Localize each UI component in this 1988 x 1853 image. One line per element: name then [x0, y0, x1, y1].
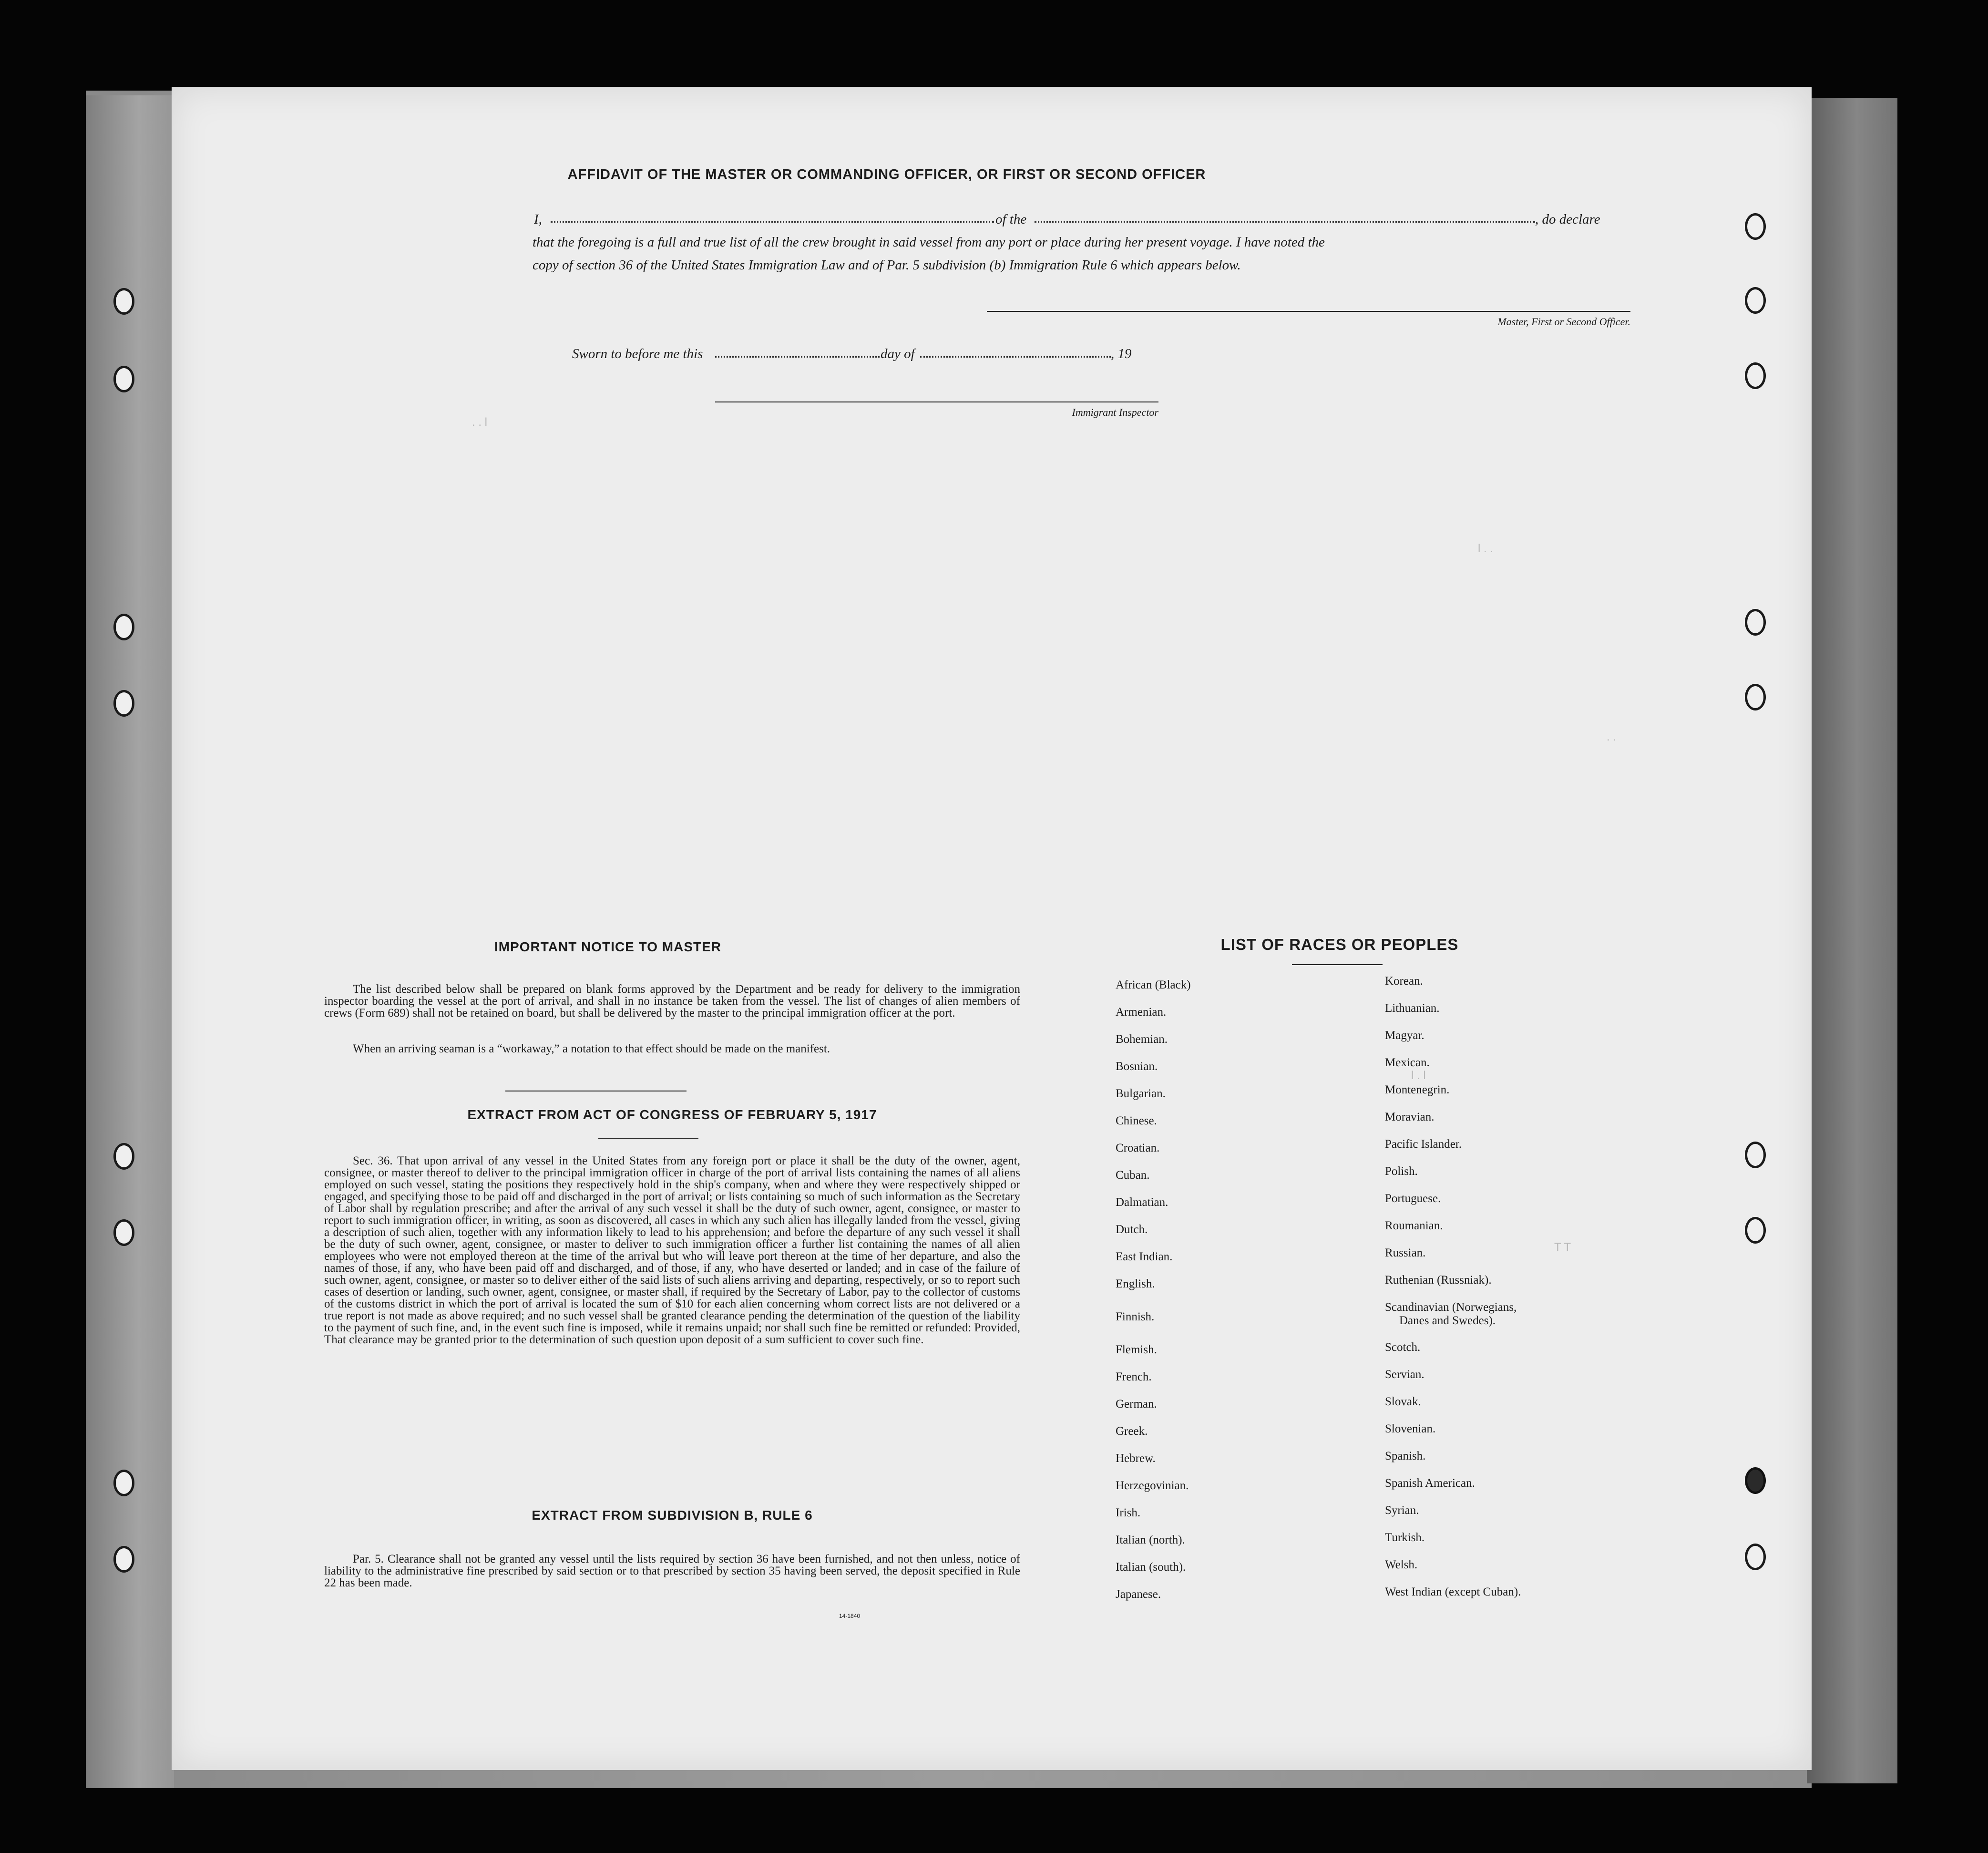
race-item: Slovenian.: [1385, 1422, 1436, 1435]
race-item: Korean.: [1385, 975, 1423, 988]
sworn-month-blank[interactable]: [920, 356, 1111, 358]
binder-hole-icon: [1745, 287, 1766, 314]
document-page: [172, 87, 1812, 1770]
binder-hole-icon: [113, 366, 134, 392]
race-item: East Indian.: [1116, 1250, 1173, 1263]
year-label: , 19: [1111, 346, 1132, 361]
race-item: Moravian.: [1385, 1111, 1435, 1123]
race-item: Hebrew.: [1116, 1452, 1156, 1465]
binder-hole-icon: [113, 1143, 134, 1170]
race-item: Finnish.: [1116, 1310, 1155, 1323]
affidavit-i-label: I,: [534, 212, 542, 227]
master-signature-line[interactable]: [987, 311, 1630, 312]
race-item: Italian (north).: [1116, 1534, 1185, 1546]
sworn-day-blank[interactable]: [715, 356, 880, 358]
race-item: Danes and Swedes).: [1399, 1314, 1496, 1327]
bleed-through-mark: l . l: [1411, 1069, 1426, 1082]
race-item: Mexican.: [1385, 1056, 1430, 1069]
extract-act-body: Sec. 36. That upon arrival of any vessel in the United States from any foreign port or place it shall be the duty of the owner, agent, consignee, or master thereof to deliver to the principal immigration officer in charge of the port of arrival lists containing the names of all aliens employed on such vessel, stating the positions they respectively hold in the ship's company, when and where they were respectively shipped or engaged, and specifying those to be paid off and discharged in the port of arrival; or lists containing so much of such information as the Secretary of Labor shall by regulation prescribe; and after the arrival of any such vessel it shall be the duty of such owner, agent, consignee, or master to report to such immigration officer, in writing, as soon as discovered, all cases in which any such alien has illegally landed from the vessel, giving a description of such alien, together with any information likely to lead to his apprehension; and before the departure of any such vessel it shall be the duty of such owner, agent, consignee, or master to deliver to such immigration officer a further list containing the names of all alien employees who were not employed thereon at the time of the arrival but who will leave port thereon at the time of her departure, and also the names of those, if any, who have been paid off and discharged, and of those, if any, who have deserted or landed; and in case of the failure of such owner, agent, consignee, or master so to deliver either of the said lists of such aliens arriving and departing, respectively, or so to report such cases of desertion or landing, such owner, agent, consignee, or master shall, if required by the Secretary of Labor, pay to the collector of customs of the customs district in which the port of arrival is located the sum of $10 for each alien concerning whom correct lists are not delivered or a true report is not made as above required; and no such vessel shall be granted clearance pending the determination of the question of the liability to the payment of such fine, and, in the event such fine is imposed, while it remains unpaid; nor shall such fine be remitted or refunded: Provided, That clearance may be granted prior to the determination of such question upon deposit of a sum sufficient to cover such fine.: [324, 1154, 1020, 1346]
race-item: Japanese.: [1116, 1588, 1161, 1601]
binder-hole-icon: [1745, 609, 1766, 636]
race-item: Ruthenian (Russniak).: [1385, 1274, 1492, 1287]
binder-hole-icon: [1745, 1142, 1766, 1168]
inspector-signature-line[interactable]: [715, 401, 1158, 402]
race-item: Irish.: [1116, 1506, 1141, 1519]
right-page-edge: [1807, 98, 1897, 1783]
day-of-label: day of: [881, 346, 915, 361]
bleed-through-mark: . . l: [472, 416, 488, 429]
sworn-label: Sworn to before me this: [572, 346, 703, 361]
race-item: Syrian.: [1385, 1504, 1419, 1517]
race-item: Spanish American.: [1385, 1477, 1475, 1490]
bleed-through-mark: . .: [1607, 731, 1617, 743]
race-item: Greek.: [1116, 1425, 1148, 1438]
form-number: 14-1840: [839, 1613, 861, 1619]
binder-hole-icon: [1745, 1544, 1766, 1570]
race-item: Polish.: [1385, 1165, 1418, 1178]
binder-hole-icon: [113, 1470, 134, 1496]
race-item: Bohemian.: [1116, 1033, 1168, 1046]
race-item: Herzegovinian.: [1116, 1479, 1189, 1492]
binder-hole-icon: [1745, 213, 1766, 240]
binder-hole-icon: [1745, 684, 1766, 710]
binder-hole-icon: [1745, 1217, 1766, 1244]
race-item: Portuguese.: [1385, 1192, 1441, 1205]
race-item: French.: [1116, 1370, 1152, 1383]
vessel-blank[interactable]: [1035, 221, 1535, 223]
race-item: Magyar.: [1385, 1029, 1424, 1042]
race-item: Russian.: [1385, 1246, 1426, 1259]
race-item: Montenegrin.: [1385, 1083, 1450, 1096]
binder-hole-icon: [1745, 362, 1766, 389]
affidavit-statement-line-1: that the foregoing is a full and true list of all the crew brought in said vessel from any port or place during her present voyage. I have noted the: [533, 235, 1325, 250]
affidavit-do-declare-label: , do declare: [1535, 212, 1600, 227]
binder-hole-icon: [113, 690, 134, 717]
master-signature-label: Master, First or Second Officer.: [1497, 316, 1630, 328]
name-blank[interactable]: [551, 221, 994, 223]
section-divider: [598, 1138, 698, 1139]
race-item: Cuban.: [1116, 1169, 1150, 1182]
affidavit-of-the-label: of the: [995, 212, 1027, 227]
race-item: Dutch.: [1116, 1223, 1148, 1236]
race-item: Spanish.: [1385, 1450, 1426, 1462]
left-page-edge: [86, 95, 174, 1788]
race-item: Servian.: [1385, 1368, 1424, 1381]
race-item: Armenian.: [1116, 1006, 1167, 1019]
bleed-through-mark: T T: [1554, 1241, 1571, 1254]
section-divider: [1292, 964, 1383, 965]
race-item: Lithuanian.: [1385, 1002, 1440, 1015]
race-item: Bulgarian.: [1116, 1087, 1166, 1100]
race-item: Chinese.: [1116, 1114, 1157, 1127]
binder-hole-icon: [113, 614, 134, 640]
race-item: Scandinavian (Norwegians,: [1385, 1301, 1517, 1314]
affidavit-title: AFFIDAVIT OF THE MASTER OR COMMANDING OFFICER, OR FIRST OR SECOND OFFICER: [567, 167, 1206, 182]
race-item: Flemish.: [1116, 1343, 1157, 1356]
race-item: Pacific Islander.: [1385, 1138, 1462, 1151]
affidavit-statement-line-2: copy of section 36 of the United States Immigration Law and of Par. 5 subdivision (b) Immigration Rule 6 which appears below.: [533, 257, 1241, 273]
race-item: Scotch.: [1385, 1341, 1421, 1354]
extract-act-title: EXTRACT FROM ACT OF CONGRESS OF FEBRUARY 5, 1917: [467, 1107, 877, 1122]
race-item: Welsh.: [1385, 1558, 1418, 1571]
extract-rule-title: EXTRACT FROM SUBDIVISION B, RULE 6: [532, 1508, 813, 1523]
race-item: English.: [1116, 1277, 1155, 1290]
notice-paragraph-2: When an arriving seaman is a “workaway,” a notation to that effect should be made on the manifest.: [353, 1042, 830, 1055]
binder-hole-icon: [113, 288, 134, 315]
inspector-label: Immigrant Inspector: [1072, 406, 1158, 418]
race-item: African (Black): [1116, 978, 1191, 991]
race-item: Dalmatian.: [1116, 1196, 1168, 1209]
race-item: Croatian.: [1116, 1142, 1160, 1154]
race-item: Slovak.: [1385, 1395, 1421, 1408]
extract-rule-body: Par. 5. Clearance shall not be granted any vessel until the lists required by section 36 have been furnished, and not then unless, notice of liability to the administrative fine prescribed by said section or to that prescribed by section 35 having been served, the deposit specified in Rule 22 has been made.: [324, 1553, 1020, 1589]
races-title: LIST OF RACES OR PEOPLES: [1220, 936, 1459, 953]
race-item: Bosnian.: [1116, 1060, 1158, 1073]
binder-hole-icon: [1745, 1467, 1766, 1494]
bleed-through-mark: l . .: [1478, 542, 1494, 555]
notice-paragraph-1: The list described below shall be prepared on blank forms approved by the Department and be ready for delivery to the immigration inspector boarding the vessel at the port of arrival, and shall in no instance be taken from the vessel. The list of changes of alien members of crews (Form 689) shall not be retained on board, but shall be delivered by the master to the principal immigration officer at the port.: [324, 983, 1020, 1019]
binder-hole-icon: [113, 1546, 134, 1573]
notice-title: IMPORTANT NOTICE TO MASTER: [494, 939, 722, 954]
binder-hole-icon: [113, 1219, 134, 1246]
race-item: Turkish.: [1385, 1531, 1425, 1544]
race-item: German.: [1116, 1398, 1157, 1410]
race-item: West Indian (except Cuban).: [1385, 1585, 1521, 1598]
race-item: Italian (south).: [1116, 1561, 1186, 1574]
race-item: Roumanian.: [1385, 1219, 1443, 1232]
